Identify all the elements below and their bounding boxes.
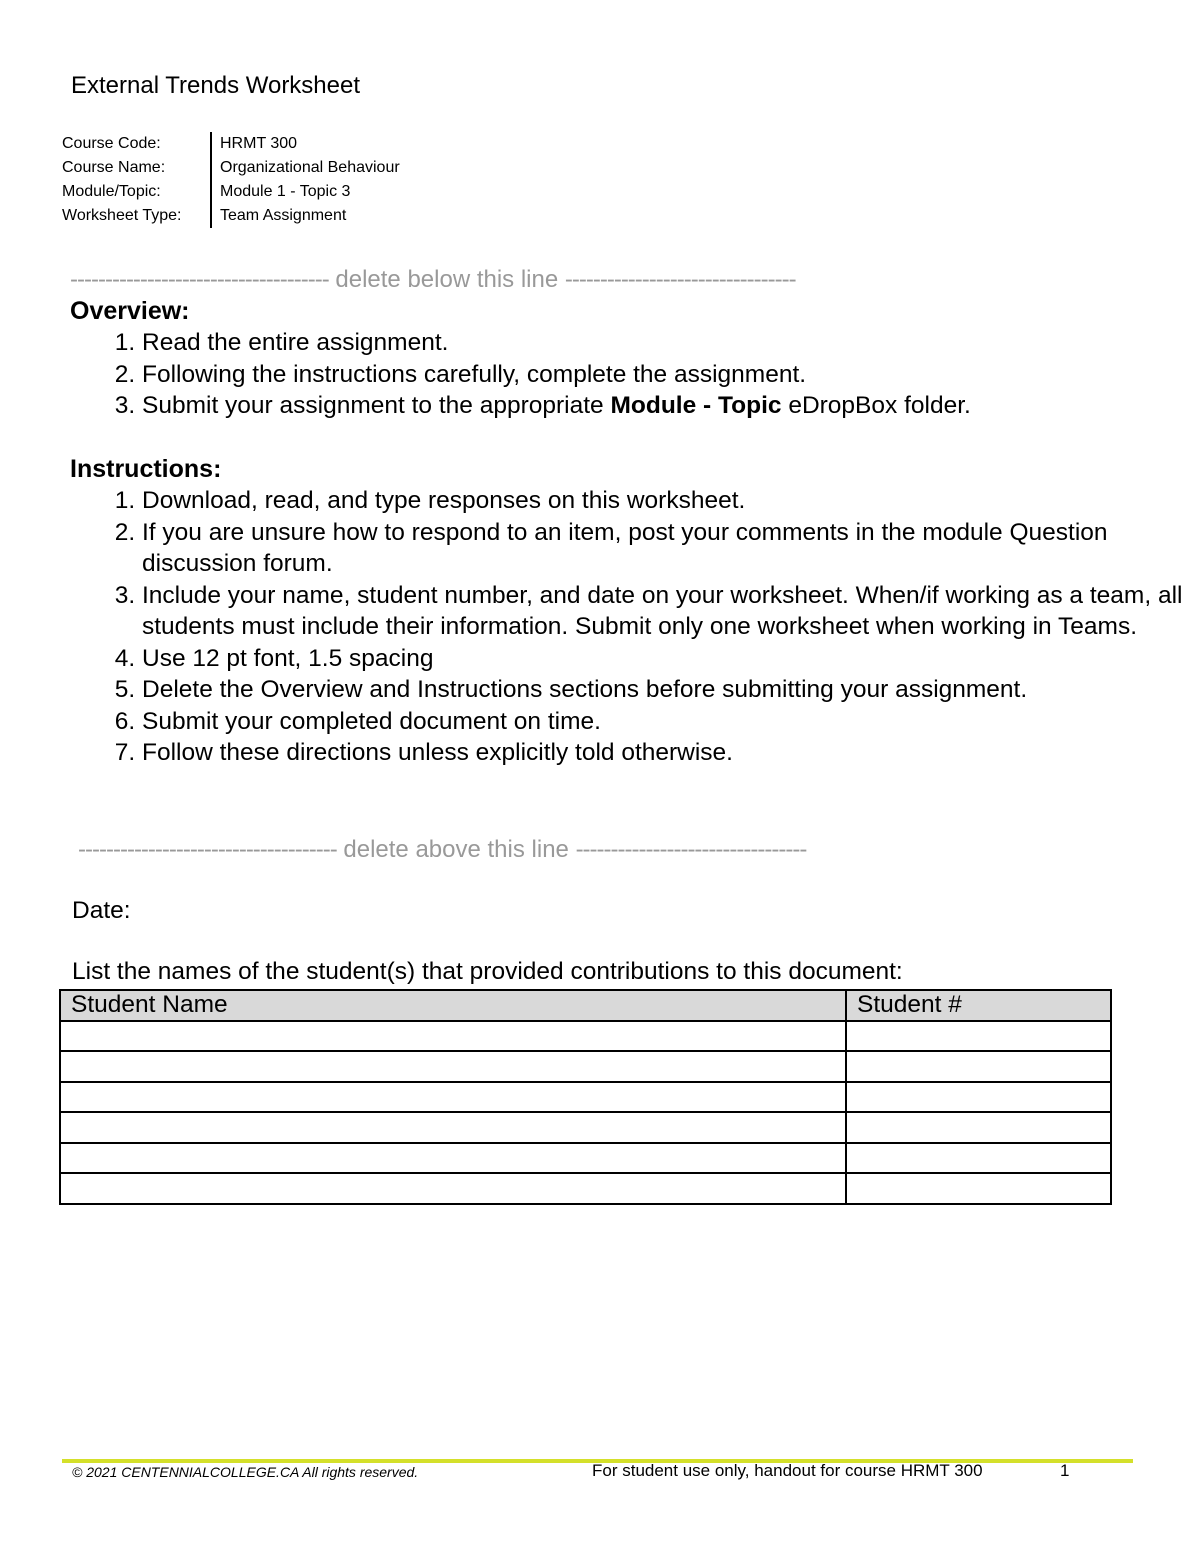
student-number-cell[interactable] (846, 1173, 1111, 1204)
table-row (60, 1082, 1111, 1113)
course-name-value: Organizational Behaviour (210, 156, 400, 180)
course-name-row (62, 156, 400, 180)
worksheet-type-row (62, 204, 400, 228)
table-row (60, 1021, 1111, 1052)
list-item: 1. Download, read, and type responses on this worksheet. (142, 485, 1192, 517)
module-topic-row (62, 180, 400, 204)
student-table (59, 989, 1112, 1205)
table-row (60, 1112, 1111, 1143)
course-code-label: Course Code: (62, 135, 161, 152)
worksheet-type-value: Team Assignment (210, 204, 346, 228)
student-name-header: Student Name (60, 990, 846, 1021)
list-item: 1. Read the entire assignment. (142, 327, 1192, 359)
table-caption: List the names of the student(s) that provided contributions to this document: (72, 958, 903, 985)
student-name-cell[interactable] (60, 1082, 846, 1113)
student-number-header: Student # (846, 990, 1111, 1021)
delete-above-divider (78, 836, 1058, 864)
student-number-cell[interactable] (846, 1082, 1111, 1113)
list-item: 2. If you are unsure how to respond to an item, post your comments in the module Question discussion forum. (142, 517, 1192, 580)
student-number-cell[interactable] (846, 1112, 1111, 1143)
course-name-label: Course Name: (62, 159, 166, 176)
table-row (60, 1051, 1111, 1082)
student-name-cell[interactable] (60, 1112, 846, 1143)
list-item: 5. Delete the Overview and Instructions sections before submitting your assignment. (142, 674, 1192, 706)
divider-text: delete above this line (343, 836, 569, 863)
item-text: eDropBox folder. (781, 392, 971, 419)
student-name-cell[interactable] (60, 1051, 846, 1082)
student-number-cell[interactable] (846, 1143, 1111, 1174)
table-row (60, 1173, 1111, 1204)
student-number-cell[interactable] (846, 1051, 1111, 1082)
divider-dashes-left: ------------------------------------- (70, 266, 329, 293)
student-number-cell[interactable] (846, 1021, 1111, 1052)
divider-dashes-right: --------------------------------- (564, 266, 796, 293)
course-info (62, 132, 400, 228)
item-text: Submit your assignment to the appropriate (142, 392, 611, 419)
list-item: 2. Following the instructions carefully, complete the assignment. (142, 359, 1192, 391)
footer-note: For student use only, handout for course HRMT 300 (592, 1461, 983, 1480)
date-label: Date: (72, 897, 131, 924)
overview-list (70, 327, 1192, 422)
delete-below-divider (70, 266, 1050, 294)
instructions-list (70, 485, 1192, 769)
course-code-row (62, 132, 400, 156)
student-name-cell[interactable] (60, 1173, 846, 1204)
student-name-cell[interactable] (60, 1143, 846, 1174)
divider-text: delete below this line (335, 266, 559, 293)
table-row (60, 1143, 1111, 1174)
divider-dashes-right: --------------------------------- (575, 836, 807, 863)
list-item: 6. Submit your completed document on time. (142, 706, 1192, 738)
overview-heading: Overview: (70, 297, 190, 325)
student-name-cell[interactable] (60, 1021, 846, 1052)
module-topic-bold: Module - Topic (610, 392, 782, 419)
divider-dashes-left: ------------------------------------- (78, 836, 337, 863)
course-code-value: HRMT 300 (210, 132, 297, 156)
list-item: 3. Include your name, student number, and date on your worksheet. When/if working as a team, all students must include their information. Submit only one worksheet when working in Teams. (142, 580, 1192, 643)
module-topic-label: Module/Topic: (62, 183, 161, 200)
instructions-heading: Instructions: (70, 455, 222, 483)
list-item: 7. Follow these directions unless explicitly told otherwise. (142, 737, 1192, 769)
footer-copyright: © 2021 CENTENNIALCOLLEGE.CA All rights reserved. (72, 1464, 419, 1480)
list-item (142, 390, 1192, 422)
table-header-row (60, 990, 1111, 1021)
list-item: 4. Use 12 pt font, 1.5 spacing (142, 643, 1192, 675)
module-topic-value: Module 1 - Topic 3 (210, 180, 350, 204)
page-number: 1 (1060, 1461, 1070, 1480)
worksheet-type-label: Worksheet Type: (62, 207, 182, 224)
page-title: External Trends Worksheet (71, 72, 361, 99)
